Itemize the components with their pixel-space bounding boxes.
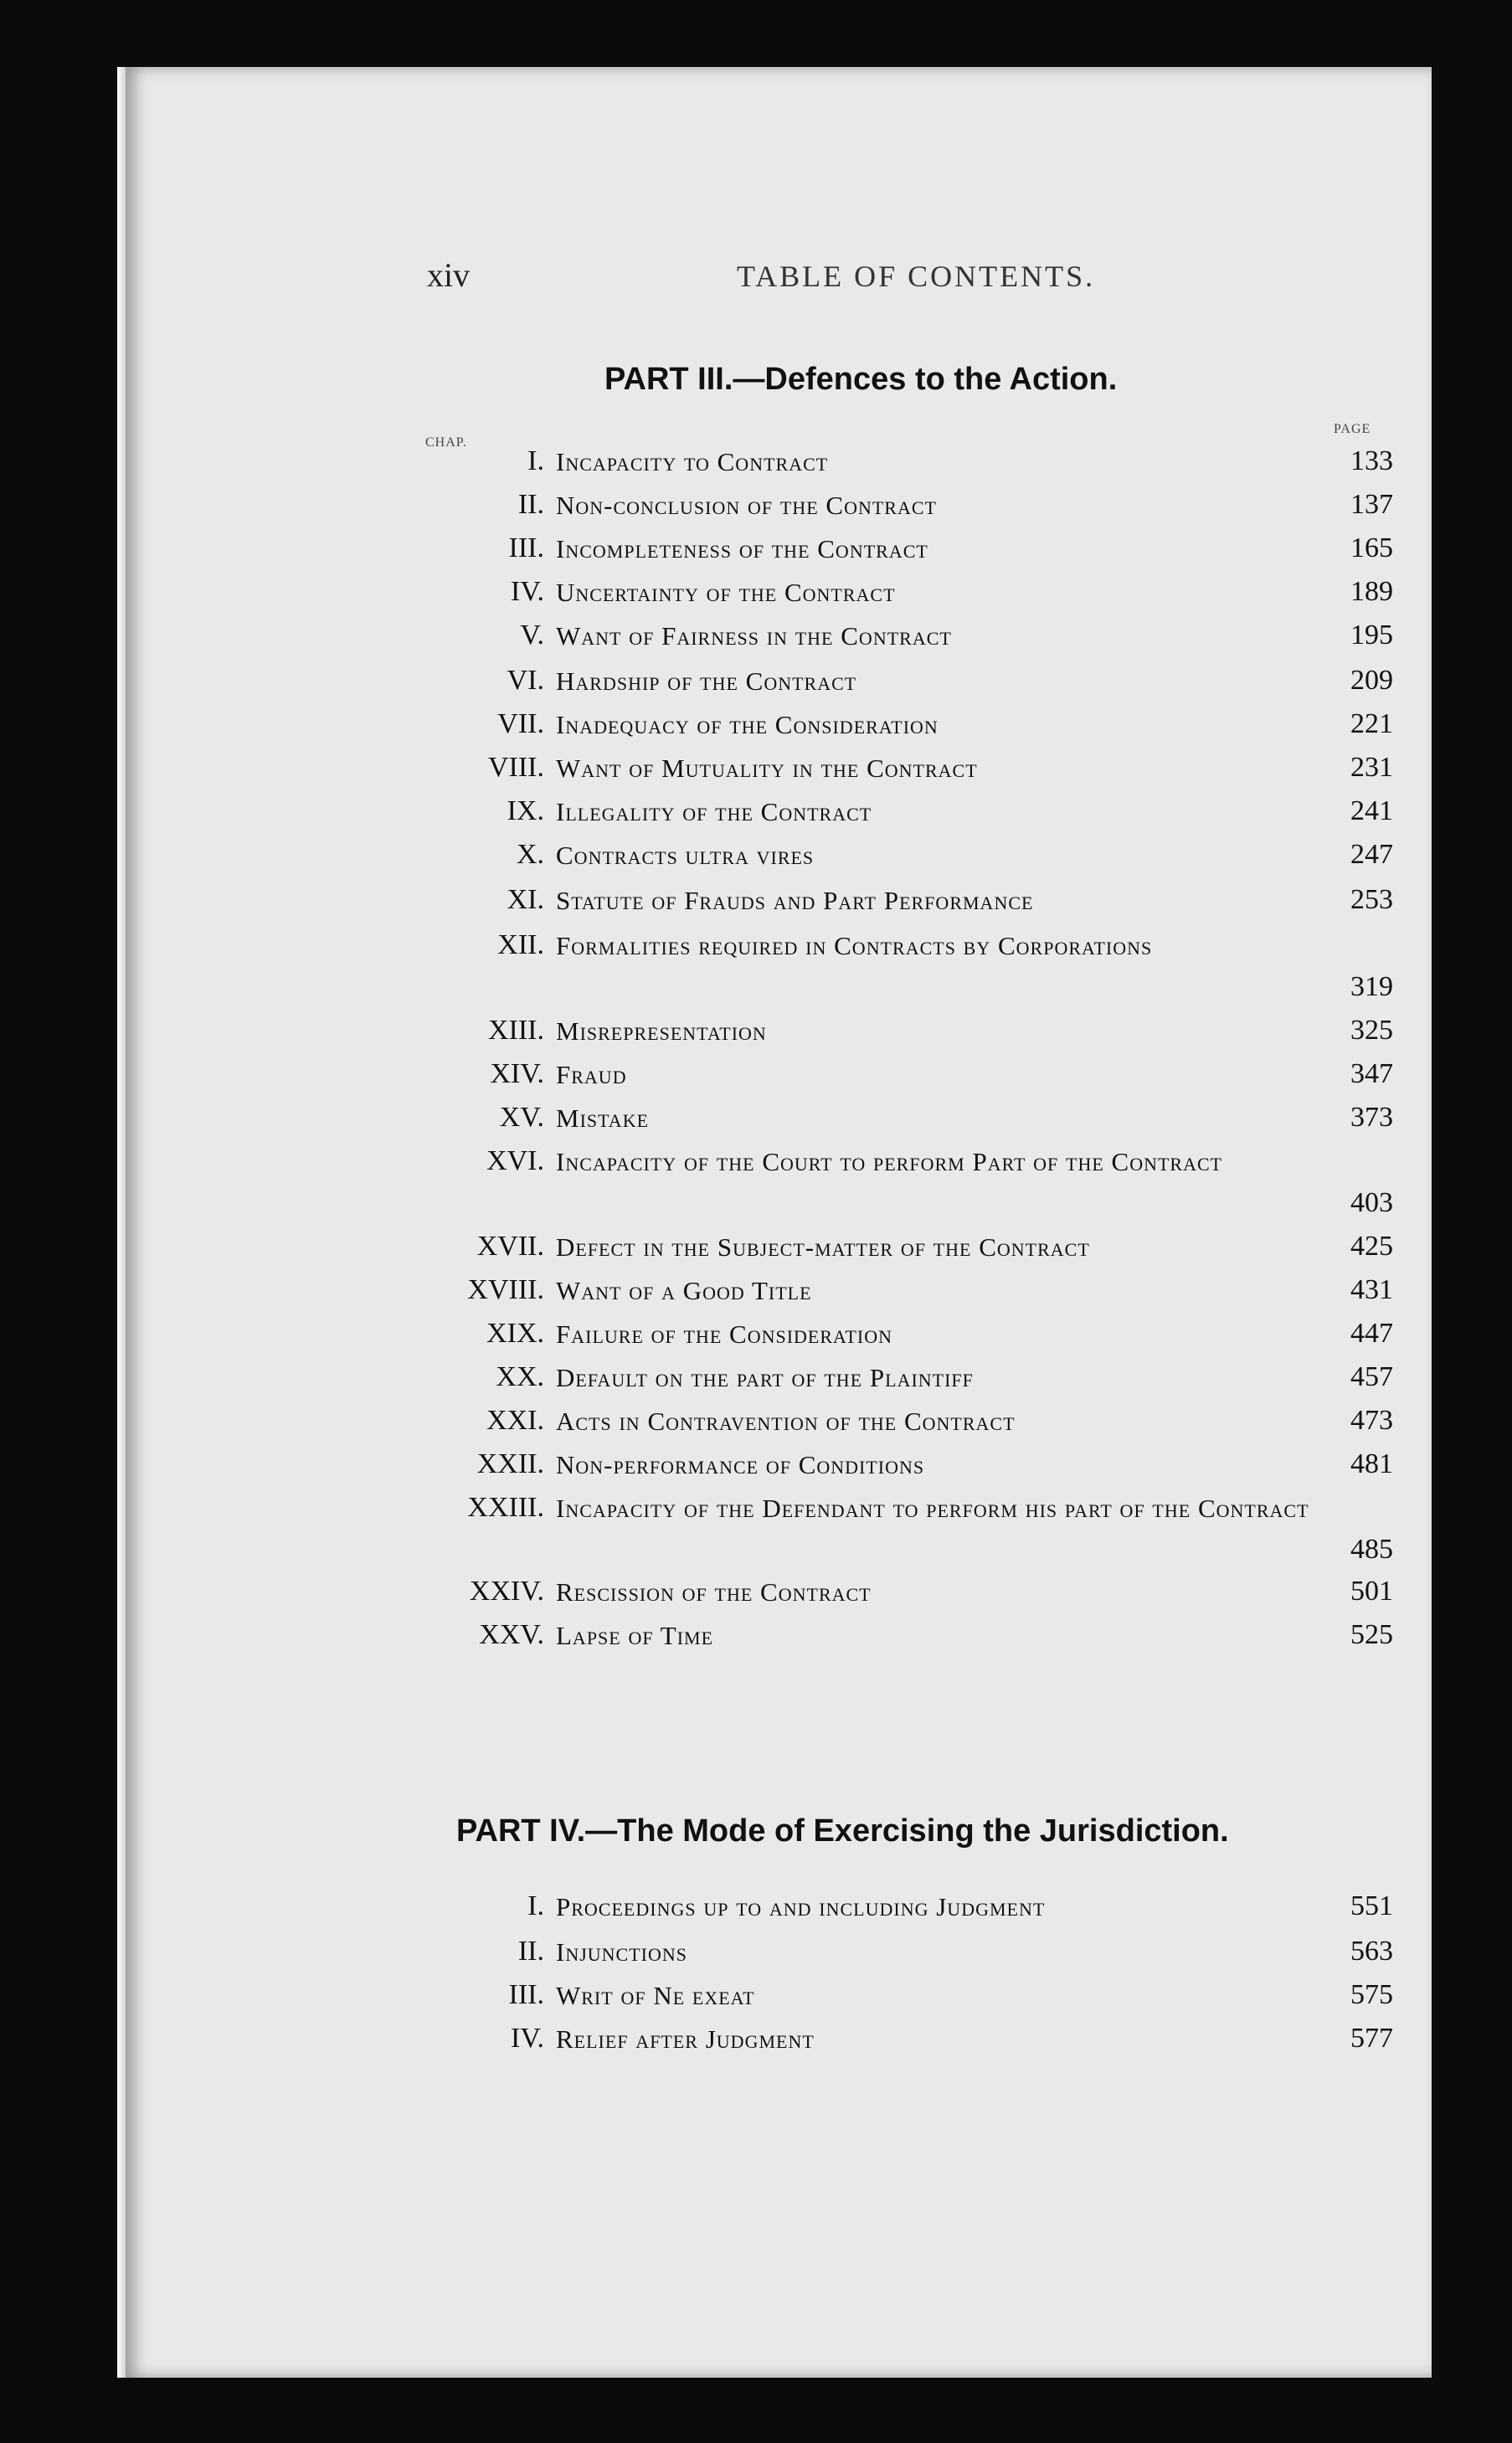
chapter-title: Want of Fairness in the Contract xyxy=(556,621,952,651)
chapter-number: I. xyxy=(527,1890,544,1921)
chapter-page-number: 473 xyxy=(1350,1405,1393,1436)
chapter-page-number: 253 xyxy=(1350,884,1393,915)
chapter-page-number: 189 xyxy=(1350,576,1393,607)
chapter-number: III. xyxy=(508,532,544,563)
chapter-title: Non-performance of Conditions xyxy=(556,1450,925,1479)
chapter-page-number: 165 xyxy=(1350,532,1393,563)
chapter-number: XVIII. xyxy=(467,1274,544,1305)
chapter-number: IV. xyxy=(511,2023,544,2054)
chapter-page-number: 577 xyxy=(1350,2023,1393,2054)
chapter-title: Incapacity to Contract xyxy=(556,447,829,476)
chapter-title: Illegality of the Contract xyxy=(556,797,872,826)
chapter-title: Formalities required in Contracts by Corporations xyxy=(556,931,1153,960)
chapter-number: XIII. xyxy=(487,1015,544,1046)
chapter-number: VI. xyxy=(507,665,544,696)
chapter-title: Default on the part of the Plaintiff xyxy=(556,1363,974,1392)
chapter-page-number: 481 xyxy=(1350,1448,1393,1479)
chapter-page-number: 447 xyxy=(1350,1318,1393,1349)
chapter-title: Lapse of Time xyxy=(556,1621,714,1650)
chapter-number: III. xyxy=(508,1979,544,2010)
chapter-page-number: 195 xyxy=(1350,620,1393,651)
chapter-number: XII. xyxy=(497,929,544,960)
chapter-number: II. xyxy=(517,1936,544,1967)
chap-column-label: CHAP. xyxy=(425,435,467,450)
toc-entry xyxy=(419,1890,1407,1932)
chapter-title: Acts in Contravention of the Contract xyxy=(556,1407,1016,1436)
chapter-number: XXIII. xyxy=(467,1492,544,1523)
chapter-page-number: 485 xyxy=(1350,1534,1393,1565)
chapter-number: II. xyxy=(517,489,544,520)
chapter-title: Want of Mutuality in the Contract xyxy=(556,753,978,783)
chapter-page-number: 457 xyxy=(1350,1361,1393,1392)
chapter-title: Want of a Good Title xyxy=(556,1276,812,1305)
chapter-number: V. xyxy=(520,620,544,651)
chapter-title: Hardship of the Contract xyxy=(556,666,857,696)
chapter-page-number: 431 xyxy=(1350,1274,1393,1305)
chapter-number: VIII. xyxy=(487,752,544,783)
chapter-number: IX. xyxy=(507,795,544,826)
chapter-number: XV. xyxy=(499,1102,544,1133)
chapter-page-number: 347 xyxy=(1350,1058,1393,1089)
chapter-number: XIV. xyxy=(490,1058,544,1089)
chapter-number: IV. xyxy=(511,576,544,607)
chapter-page-number: 247 xyxy=(1350,839,1393,870)
chapter-title: Rescission of the Contract xyxy=(556,1577,872,1607)
chapter-title: Defect in the Subject-matter of the Contract xyxy=(556,1232,1090,1262)
chapter-page-number: 319 xyxy=(1350,971,1393,1002)
chapter-page-number: 373 xyxy=(1350,1102,1393,1133)
part-iii-heading: PART III.—Defences to the Action. xyxy=(604,362,1118,397)
chapter-number: VII. xyxy=(497,708,544,739)
chapter-title: Fraud xyxy=(556,1060,627,1089)
chapter-number: XXV. xyxy=(479,1619,544,1650)
chapter-page-number: 425 xyxy=(1350,1231,1393,1262)
toc-entry xyxy=(419,1936,1407,1978)
chapter-page-number: 501 xyxy=(1350,1576,1393,1607)
chapter-title: Uncertainty of the Contract xyxy=(556,578,896,607)
chapter-title: Contracts ultra vires xyxy=(556,841,815,870)
chapter-title: Non-conclusion of the Contract xyxy=(556,491,937,520)
toc-entry xyxy=(419,2023,1407,2065)
chapter-number: X. xyxy=(516,839,544,870)
page-column-label: PAGE xyxy=(1334,422,1371,436)
chapter-title: Misrepresentation xyxy=(556,1016,767,1046)
chapter-page-number: 209 xyxy=(1350,665,1393,696)
chapter-title: Mistake xyxy=(556,1103,650,1133)
chapter-number: XXI. xyxy=(486,1405,544,1436)
chapter-number: XIX. xyxy=(486,1318,544,1349)
chapter-number: I. xyxy=(527,445,544,476)
chapter-title: Failure of the Consideration xyxy=(556,1319,893,1349)
chapter-page-number: 221 xyxy=(1350,708,1393,739)
chapter-title: Writ of Ne exeat xyxy=(556,1981,755,2010)
part-iv-heading: PART IV.—The Mode of Exercising the Jurisdiction. xyxy=(456,1813,1229,1849)
page-number: xiv xyxy=(427,256,471,294)
chapter-number: XXII. xyxy=(476,1448,544,1479)
chapter-page-number: 551 xyxy=(1350,1890,1393,1921)
chapter-page-number: 133 xyxy=(1350,445,1393,476)
chapter-title: Incapacity of the Defendant to perform his part of the Contract xyxy=(556,1494,1309,1523)
chapter-number: XVI. xyxy=(486,1145,544,1176)
chapter-page-number: 575 xyxy=(1350,1979,1393,2010)
chapter-page-number: 231 xyxy=(1350,752,1393,783)
chapter-number: XI. xyxy=(507,884,544,915)
chapter-page-number: 403 xyxy=(1350,1187,1393,1218)
chapter-title: Relief after Judgment xyxy=(556,2024,815,2054)
chapter-page-number: 241 xyxy=(1350,795,1393,826)
toc-entry xyxy=(419,1979,1407,2021)
chapter-page-number: 325 xyxy=(1350,1015,1393,1046)
chapter-number: XXIV. xyxy=(469,1576,544,1607)
chapter-number: XVII. xyxy=(476,1231,544,1262)
chapter-page-number: 563 xyxy=(1350,1936,1393,1967)
chapter-title: Statute of Frauds and Part Performance xyxy=(556,886,1034,915)
running-title: TABLE OF CONTENTS. xyxy=(737,260,1096,293)
chapter-title: Proceedings up to and including Judgment xyxy=(556,1892,1046,1921)
chapter-title: Incompleteness of the Contract xyxy=(556,534,928,563)
chapter-page-number: 137 xyxy=(1350,489,1393,520)
chapter-title: Inadequacy of the Consideration xyxy=(556,710,939,739)
chapter-number: XX. xyxy=(496,1361,544,1392)
chapter-title: Incapacity of the Court to perform Part of the Contract xyxy=(556,1147,1223,1176)
chapter-title: Injunctions xyxy=(556,1937,687,1967)
chapter-page-number: 525 xyxy=(1350,1619,1393,1650)
